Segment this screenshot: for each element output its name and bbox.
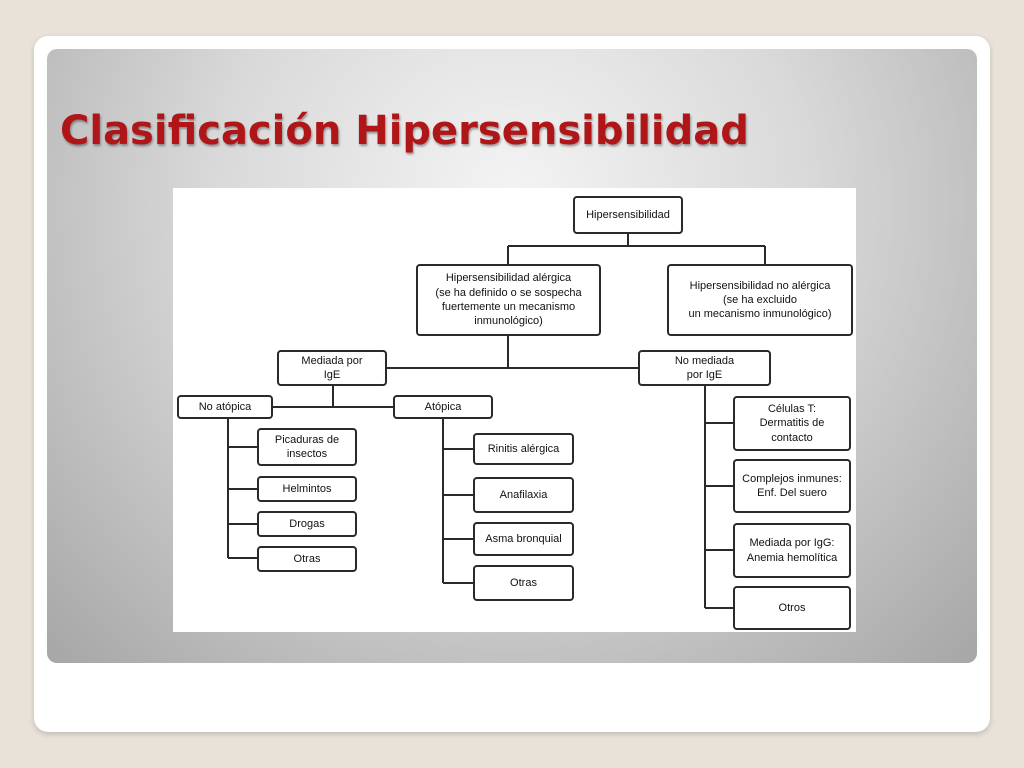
node-others-non-ige: Otros <box>733 586 851 630</box>
node-immune-complexes: Complejos inmunes: Enf. Del suero <box>733 459 851 513</box>
slide-title: Clasificación Hipersensibilidad <box>60 108 749 154</box>
node-non-atopic: No atópica <box>177 395 273 419</box>
node-bronchial-asthma: Asma bronquial <box>473 522 574 556</box>
node-allergic-rhinitis: Rinitis alérgica <box>473 433 574 465</box>
node-t-cells: Células T: Dermatitis de contacto <box>733 396 851 451</box>
node-ige-mediated: Mediada por IgE <box>277 350 387 386</box>
hypersensitivity-diagram <box>173 188 856 632</box>
node-drugs: Drogas <box>257 511 357 537</box>
node-non-ige-mediated: No mediada por IgE <box>638 350 771 386</box>
node-helminths: Helmintos <box>257 476 357 502</box>
node-others-atopic: Otras <box>473 565 574 601</box>
node-non-allergic-hypersensitivity: Hipersensibilidad no alérgica (se ha excluido un mecanismo inmunológico) <box>667 264 853 336</box>
node-insect-stings: Picaduras de insectos <box>257 428 357 466</box>
node-igg-mediated: Mediada por IgG: Anemia hemolítica <box>733 523 851 578</box>
node-anaphylaxis: Anafilaxia <box>473 477 574 513</box>
node-hypersensitivity: Hipersensibilidad <box>573 196 683 234</box>
node-allergic-hypersensitivity: Hipersensibilidad alérgica (se ha definido o se sospecha fuertemente un mecanismo inmunológico) <box>416 264 601 336</box>
node-atopic: Atópica <box>393 395 493 419</box>
node-others-non-atopic: Otras <box>257 546 357 572</box>
